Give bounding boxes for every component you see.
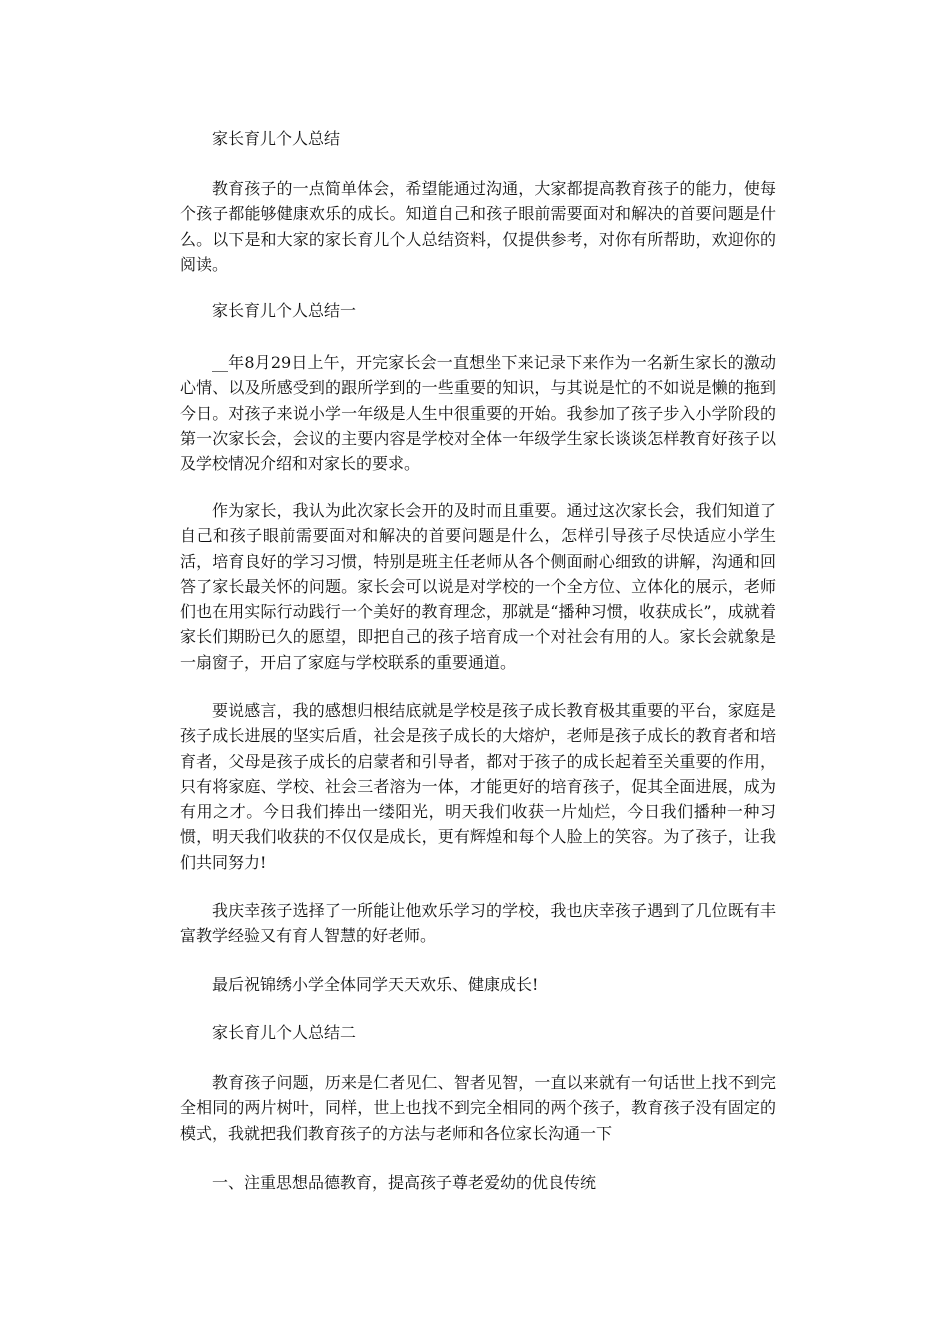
section-two-paragraph-1: 教育孩子问题，历来是仁者见仁、智者见智，一直以来就有一句话世上找不到完全相同的两片树叶，同样，世上也找不到完全相同的两个孩子，教育孩子没有固定的模式，我就把我们教育孩子的方法与老师和各位家长沟通一下: [180, 1073, 776, 1143]
section-one-paragraph-2: 作为家长，我认为此次家长会开的及时而且重要。通过这次家长会，我们知道了自己和孩子眼前需要面对和解决的首要问题是什么，怎样引导孩子尽快适应小学生活，培育良好的学习习惯，特别是班主任老师从各个侧面耐心细致的讲解，沟通和回答了家长最关怀的问题。家长会可以说是对学校的一个全方位、立体化的展示，老师们也在用实际行动践行一个美好的教育理念，那就是“播种习惯，收获成长”，成就着家长们期盼已久的愿望，即把自己的孩子培育成一个对社会有用的人。家长会就象是一扇窗子，开启了家庭与学校联系的重要通道。: [180, 501, 776, 672]
section-two-heading: 家长育儿个人总结二: [212, 1023, 357, 1042]
section-one-paragraph-4: 我庆幸孩子选择了一所能让他欢乐学习的学校，我也庆幸孩子遇到了几位既有丰富教学经验又有育人智慧的好老师。: [180, 901, 776, 946]
section-two-item-1: 一、注重思想品德教育，提高孩子尊老爱幼的优良传统: [212, 1173, 597, 1192]
section-one-heading: 家长育儿个人总结一: [212, 301, 357, 320]
section-one-paragraph-5: 最后祝锦绣小学全体同学天天欢乐、健康成长!: [212, 975, 539, 994]
section-one-paragraph-1: __年8月29日上午，开完家长会一直想坐下来记录下来作为一名新生家长的激动心情、以及所感受到的跟所学到的一些重要的知识，与其说是忙的不如说是懒的拖到今日。对孩子来说小学一年级是人生中很重要的开始。我参加了孩子步入小学阶段的第一次家长会，会议的主要内容是学校对全体一年级学生家长谈谈怎样教育好孩子以及学校情况介绍和对家长的要求。: [180, 353, 776, 474]
section-one-paragraph-3: 要说感言，我的感想归根结底就是学校是孩子成长教育极其重要的平台，家庭是孩子成长进展的坚实后盾，社会是孩子成长的大熔炉，老师是孩子成长的教育者和培育者，父母是孩子成长的启蒙者和引导者，都对于孩子的成长起着至关重要的作用，只有将家庭、学校、社会三者溶为一体，才能更好的培育孩子，促其全面进展，成为有用之才。今日我们捧出一缕阳光，明天我们收获一片灿烂，今日我们播种一种习惯，明天我们收获的不仅仅是成长，更有辉煌和每个人脸上的笑容。为了孩子，让我们共同努力!: [180, 701, 776, 872]
document-title: 家长育儿个人总结: [212, 129, 341, 148]
intro-paragraph: 教育孩子的一点简单体会，希望能通过沟通，大家都提高教育孩子的能力，使每个孩子都能够健康欢乐的成长。知道自己和孩子眼前需要面对和解决的首要问题是什么。以下是和大家的家长育儿个人总结资料，仅提供参考，对你有所帮助，欢迎你的阅读。: [180, 179, 776, 274]
